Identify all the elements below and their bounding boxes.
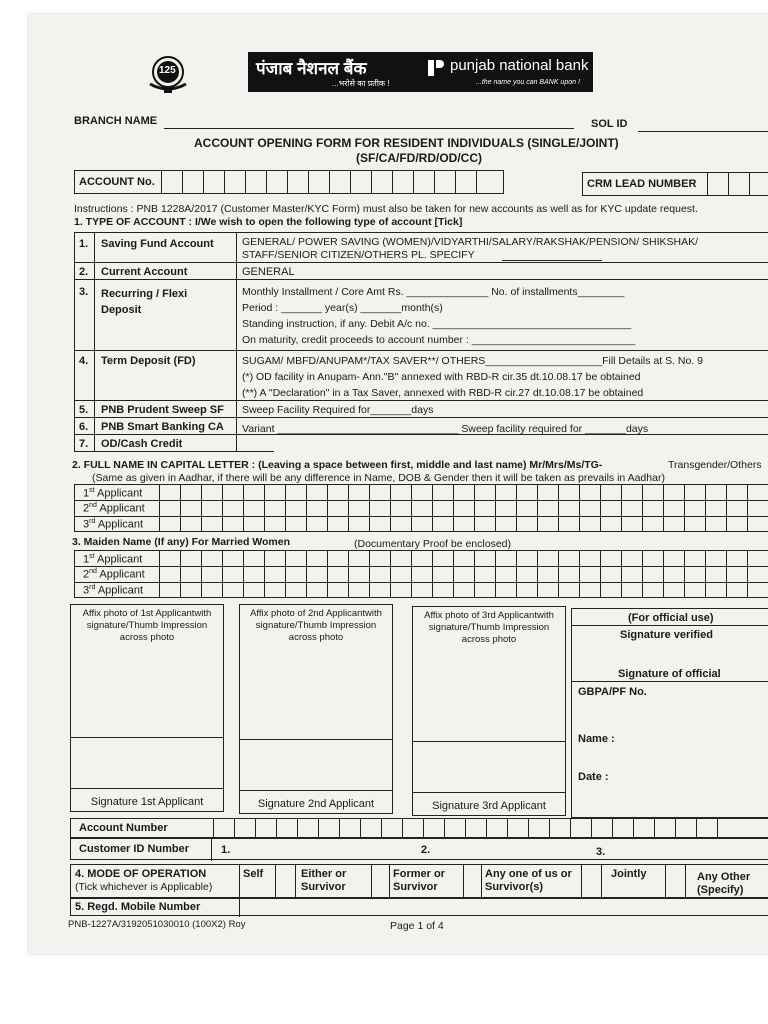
mode-option-either-survivor[interactable]: Either or Survivor <box>301 868 347 893</box>
gbpa-pf-label: GBPA/PF No. <box>578 686 647 698</box>
mobile-number-label: 5. Regd. Mobile Number <box>75 901 201 913</box>
sol-id-field[interactable] <box>638 131 768 132</box>
customer-id-slot-3: 3. <box>596 846 606 858</box>
photo-caption-3: Affix photo of 3rd Applicantwith signature/Thumb Impression across photo <box>424 610 554 645</box>
page-number: Page 1 of 4 <box>390 920 444 932</box>
bank-logo <box>248 52 593 92</box>
maiden-name-heading: 3. Maiden Name (If any) For Married Women <box>72 536 291 548</box>
mode-of-operation-row <box>70 864 768 898</box>
maiden-applicant-2-label: 2nd Applicant <box>83 568 145 581</box>
rd-maturity: On maturity, credit proceeds to account number : ____________________________ <box>242 334 636 346</box>
account-type-recurring[interactable]: Recurring / Flexi Deposit <box>101 288 188 316</box>
badge-number: 125 <box>159 65 176 76</box>
fd-note-tax-saver: (**) A "Declaration" in a Tax Saver, annexed with RBD-R cir.27 dt.10.08.17 be obtained <box>242 387 644 399</box>
crm-lead-label: CRM LEAD NUMBER <box>587 178 697 190</box>
signature-official-label: Signature of official <box>618 668 721 680</box>
account-number-label: Account Number <box>79 822 168 834</box>
maiden-applicant-1-label: 1st Applicant <box>83 553 143 566</box>
row-num: 4. <box>79 355 89 367</box>
saving-options: GENERAL/ POWER SAVING (WOMEN)/VIDYARTHI/SALARY/RAKSHAK/PENSION/ SHIKSHAK/ <box>242 236 699 248</box>
official-use-box <box>571 608 768 818</box>
anniversary-badge <box>144 54 192 96</box>
photo-box-applicant-2[interactable] <box>239 604 393 814</box>
maiden-name-grid[interactable] <box>74 550 768 598</box>
branch-name-field[interactable] <box>164 128 574 129</box>
fd-note-anupam: (*) OD facility in Anupam- Ann."B" annexed with RBD-R cir.35 dt.10.08.17 be obtained <box>242 371 641 383</box>
saving-options-2: STAFF/SENIOR CITIZEN/OTHERS PL. SPECIFY <box>242 249 475 261</box>
photo-box-applicant-3[interactable] <box>412 606 566 816</box>
bank-tagline-hindi: ...भरोसे का प्रतीक ! <box>332 79 390 88</box>
mode-of-operation-subheading: (Tick whichever is Applicable) <box>75 881 213 893</box>
row-num: 6. <box>79 421 89 433</box>
signature-verified-label: Signature verified <box>620 629 713 641</box>
mobile-number-row[interactable] <box>70 898 768 916</box>
instructions: Instructions : PNB 1228A/2017 (Customer Master/KYC Form) must also be taken for new accounts as well as for KYC update request. <box>74 203 698 215</box>
photo-box-applicant-1[interactable] <box>70 604 224 812</box>
maiden-name-note: (Documentary Proof be enclosed) <box>354 538 511 550</box>
customer-id-slot-1: 1. <box>221 844 231 856</box>
account-type-od-cash-credit[interactable]: OD/Cash Credit <box>101 438 183 450</box>
full-name-heading-tail: Transgender/Others <box>668 459 762 471</box>
form-title: ACCOUNT OPENING FORM FOR RESIDENT INDIVIDUALS (SINGLE/JOINT) <box>194 136 619 150</box>
photo-caption-1: Affix photo of 1st Applicantwith signature/Thumb Impression across photo <box>82 608 212 643</box>
photo-caption-2: Affix photo of 2nd Applicantwith signature/Thumb Impression across photo <box>250 608 382 643</box>
form-subtitle: (SF/CA/FD/RD/OD/CC) <box>356 151 482 165</box>
row-num: 5. <box>79 404 89 416</box>
account-type-current[interactable]: Current Account <box>101 266 188 278</box>
sol-id-label: SOL ID <box>591 118 628 130</box>
official-use-title: (For official use) <box>628 612 714 624</box>
account-no-box[interactable] <box>74 170 504 194</box>
bank-english-name: punjab national bank <box>450 57 589 74</box>
type-of-account-table <box>74 232 768 452</box>
mode-option-jointly[interactable]: Jointly <box>611 868 647 880</box>
row-num: 2. <box>79 266 89 278</box>
row-num: 3. <box>79 286 89 298</box>
account-type-smart-banking[interactable]: PNB Smart Banking CA <box>101 421 224 433</box>
pnb-emblem-icon <box>426 58 446 78</box>
smart-banking-variant: Variant _______________________________ Sweep facility required for _______days <box>242 423 649 435</box>
signature-label-2: Signature 2nd Applicant <box>257 798 375 810</box>
account-number-row[interactable] <box>70 818 768 838</box>
maiden-applicant-3-label: 3rd Applicant <box>83 584 144 597</box>
row-num: 7. <box>79 438 89 450</box>
crm-lead-box[interactable] <box>582 172 768 196</box>
branch-name-label: BRANCH NAME <box>74 115 158 127</box>
full-name-heading: 2. FULL NAME IN CAPITAL LETTER : (Leaving a space between first, middle and last name) Mr/Mrs/Ms/TG- <box>72 459 603 471</box>
customer-id-label: Customer ID Number <box>79 843 190 855</box>
applicant-3-label: 3rd Applicant <box>83 518 144 531</box>
row-num: 1. <box>79 238 89 250</box>
full-name-subheading: (Same as given in Aadhar, if there will be any difference in Name, DOB & Gender then it will be taken as prevails in Aadhar) <box>92 472 665 484</box>
rd-period: Period : _______ year(s) _______month(s) <box>242 302 443 314</box>
form-code: PNB-1227A/3192051030010 (100X2) Roy <box>68 919 246 930</box>
mode-option-any-one-survivor[interactable]: Any one of us or Survivor(s) <box>485 868 572 893</box>
bank-hindi-name: पंजाब नैशनल बैंक <box>256 59 367 78</box>
rd-installment: Monthly Installment / Core Amt Rs. ______________ No. of installments________ <box>242 286 625 298</box>
mode-option-any-other[interactable]: Any Other (Specify) <box>697 871 751 896</box>
fd-options: SUGAM/ MBFD/ANUPAM*/TAX SAVER**/ OTHERS____________________Fill Details at S. No. 9 <box>242 355 704 367</box>
account-no-label: ACCOUNT No. <box>79 176 155 188</box>
specify-field[interactable] <box>502 260 602 261</box>
mode-option-self[interactable]: Self <box>243 868 264 880</box>
signature-label-1: Signature 1st Applicant <box>90 796 204 808</box>
type-of-account-heading: 1. TYPE OF ACCOUNT : I/We wish to open the following type of account [Tick] <box>74 216 463 228</box>
rd-standing-instruction: Standing instruction, if any. Debit A/c no. __________________________________ <box>242 318 632 330</box>
bank-tagline-english: ...the name you can BANK upon ! <box>476 79 580 86</box>
form-page <box>28 14 768 954</box>
official-name-label: Name : <box>578 733 615 745</box>
account-type-prudent-sweep[interactable]: PNB Prudent Sweep SF <box>101 404 224 416</box>
signature-label-3: Signature 3rd Applicant <box>432 800 546 812</box>
customer-id-slot-2: 2. <box>421 844 431 856</box>
applicant-1-label: 1st Applicant <box>83 487 143 500</box>
full-name-grid[interactable] <box>74 484 768 532</box>
customer-id-row[interactable] <box>70 838 768 860</box>
applicant-2-label: 2nd Applicant <box>83 502 145 515</box>
official-date-label: Date : <box>578 771 609 783</box>
account-type-term-deposit[interactable]: Term Deposit (FD) <box>101 355 196 367</box>
mode-of-operation-heading: 4. MODE OF OPERATION <box>75 868 207 880</box>
account-type-saving[interactable]: Saving Fund Account <box>101 238 214 250</box>
sweep-days: Sweep Facility Required for_______days <box>242 404 434 416</box>
mode-option-former-survivor[interactable]: Former or Survivor <box>393 868 445 893</box>
current-options: GENERAL <box>242 266 295 278</box>
